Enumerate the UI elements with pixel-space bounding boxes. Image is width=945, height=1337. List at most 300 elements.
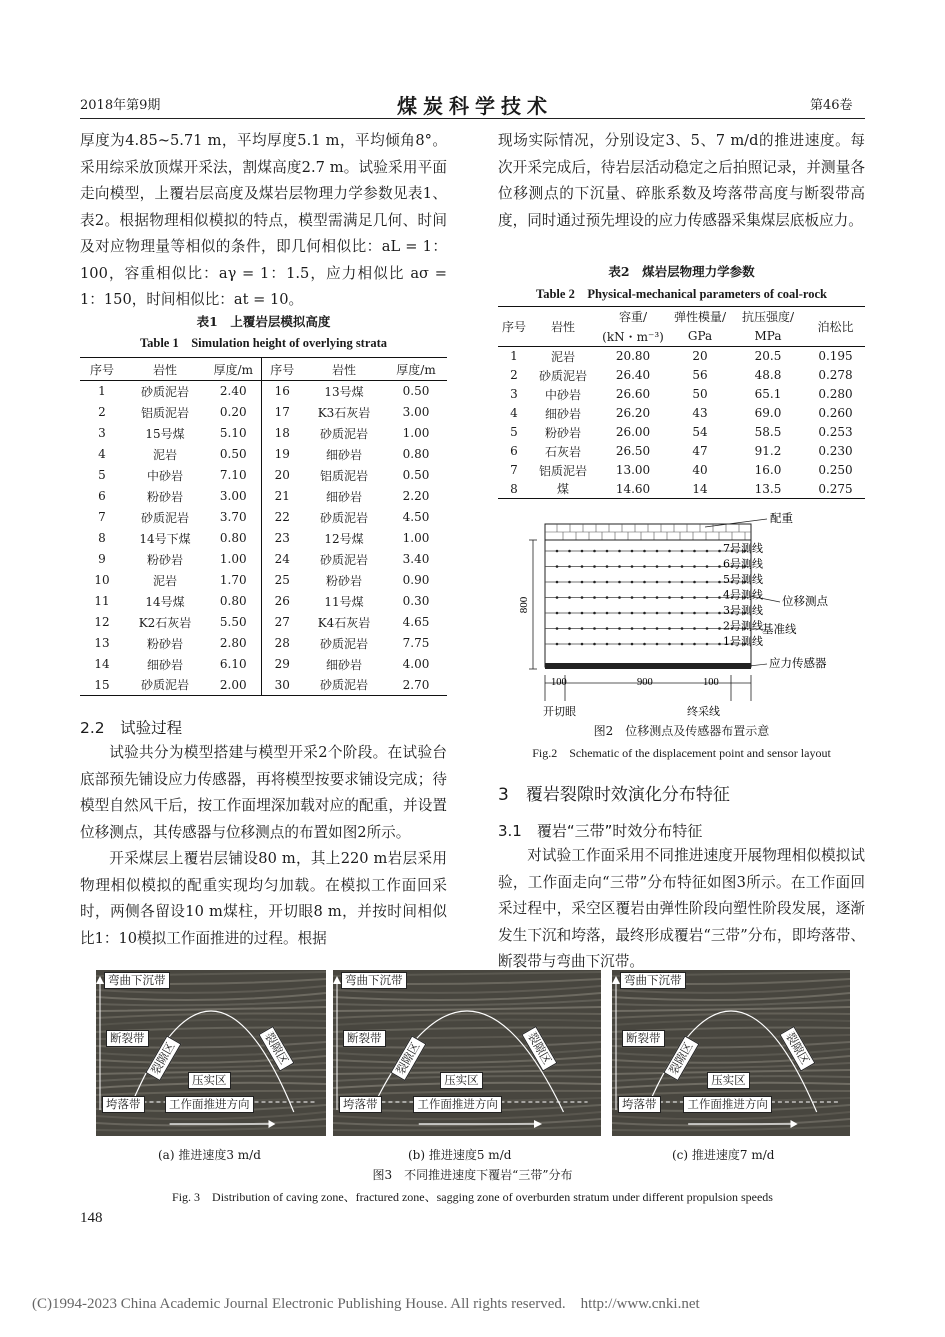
measure-point — [656, 612, 659, 615]
table-cell: 13 — [94, 636, 110, 650]
table-cell: 40 — [692, 463, 708, 477]
table-cell: 煤 — [556, 482, 569, 497]
measure-point — [606, 643, 609, 646]
table-row — [80, 633, 447, 654]
measure-point — [706, 550, 709, 553]
figure3-photo-panel — [96, 970, 326, 1136]
advance-direction-label: 工作面推进方向 — [683, 1096, 772, 1113]
table-cell: 细砂岩 — [146, 657, 183, 672]
table-row — [80, 654, 447, 675]
measure-point — [693, 627, 696, 630]
section-2-2-title: 2.2 试验过程 — [80, 719, 183, 737]
table-cell: 5 — [510, 425, 518, 439]
table-cell: 14.60 — [615, 481, 651, 496]
table1 — [80, 357, 447, 696]
measure-point — [668, 627, 671, 630]
figure3-caption-en: Fig. 3 Distribution of caving zone、fractured zone、sagging zone of overburden stratum under different propulsion speeds — [172, 1190, 773, 1204]
table-cell: 69.0 — [754, 406, 782, 420]
table-cell: 砂质泥岩 — [538, 368, 587, 383]
crack-zone-right-label: 裂隙区 — [258, 1026, 294, 1071]
table-row — [498, 442, 865, 461]
table2 — [498, 306, 865, 499]
bend-zone-label: 弯曲下沉带 — [341, 972, 407, 989]
table-cell: 细砂岩 — [325, 489, 362, 504]
table-cell: 3 — [98, 426, 106, 440]
table-cell: 17 — [274, 405, 290, 419]
paragraph: 现场实际情况，分别设定3、5、7 m/d的推进速度。每次开采完成后，待岩层活动稳定之后拍照记录，并测量各位移测点的下沉量、碎胀系数及垮落带高度与断裂带高度，同时通过预先埋设的应力传感器采集煤层底板应力。 — [498, 132, 865, 229]
table-cell: 6 — [510, 444, 518, 458]
sensor-label: 应力传感器 — [769, 656, 827, 670]
table-cell: 50 — [692, 387, 708, 401]
measure-point — [656, 643, 659, 646]
table-cell: 7 — [510, 463, 518, 477]
measure-point — [668, 643, 671, 646]
weight-label: 配重 — [770, 511, 793, 525]
table1-header: 厚度/m — [396, 362, 436, 377]
measure-point — [568, 643, 571, 646]
measure-point — [631, 643, 634, 646]
measure-point — [581, 612, 584, 615]
table-cell: 91.2 — [754, 444, 782, 458]
table-cell: K3石灰岩 — [317, 405, 371, 420]
table-cell: 中砂岩 — [544, 387, 581, 402]
table-cell: 3.00 — [402, 405, 430, 419]
table-cell: 1.00 — [402, 426, 430, 440]
measure-point — [568, 596, 571, 599]
table-cell: 5.10 — [206, 423, 261, 444]
table-cell: 2.00 — [206, 675, 261, 696]
table-cell: 9 — [98, 552, 106, 566]
table-row — [80, 381, 447, 402]
measure-point — [706, 581, 709, 584]
table-row — [80, 528, 447, 549]
table1-header: 厚度/m — [206, 358, 261, 381]
table-cell: 粉砂岩 — [146, 636, 183, 651]
measure-point — [643, 581, 646, 584]
table1-header: 序号 — [89, 362, 114, 377]
table-cell: 26 — [274, 594, 290, 608]
table-cell: 20.5 — [754, 349, 782, 364]
figure2-schematic — [505, 505, 865, 720]
measure-point — [693, 565, 696, 568]
measure-point — [618, 627, 621, 630]
table-cell: 6.10 — [206, 654, 261, 675]
table-cell: 23 — [274, 531, 290, 545]
sensor-band — [545, 663, 751, 669]
measure-point — [593, 550, 596, 553]
table-cell: 26.60 — [615, 387, 651, 401]
weight-block — [545, 524, 751, 540]
figure3-sublabel-a: (a) 推进速度3 m/d — [158, 1148, 261, 1162]
table-row — [498, 461, 865, 480]
figure2-caption-en: Fig.2 Schematic of the displacement point and sensor layout — [532, 746, 831, 760]
measure-point — [706, 643, 709, 646]
fracture-zone-label: 断裂带 — [343, 1030, 386, 1047]
table2-subheader: GPa — [687, 329, 713, 344]
crack-zone-right-label: 裂隙区 — [779, 1026, 815, 1071]
table-cell: 12 — [94, 615, 110, 629]
open-cut-label: 开切眼 — [543, 705, 576, 718]
table-cell: 石灰岩 — [544, 444, 581, 459]
width-right-label: 100 — [703, 677, 719, 688]
measure-point — [656, 550, 659, 553]
table-cell: 7.75 — [402, 636, 430, 650]
measure-point — [668, 550, 671, 553]
measure-point — [556, 550, 559, 553]
table-row — [80, 402, 447, 423]
table1-header: 序号 — [270, 362, 295, 377]
measure-point — [606, 612, 609, 615]
table-cell: 砂质泥岩 — [319, 678, 368, 693]
measure-point — [681, 581, 684, 584]
measure-point — [568, 565, 571, 568]
table-cell: 29 — [274, 657, 290, 671]
table-cell: 细砂岩 — [325, 447, 362, 462]
measure-point — [606, 550, 609, 553]
measure-point — [718, 581, 721, 584]
table-cell: 0.250 — [818, 463, 853, 477]
measure-point — [656, 596, 659, 599]
table-cell: 14号煤 — [145, 594, 185, 609]
measure-point — [718, 596, 721, 599]
table-cell: 6 — [98, 489, 106, 503]
cave-zone-label: 垮落带 — [618, 1096, 661, 1113]
measure-point — [668, 581, 671, 584]
table-cell: 1 — [98, 384, 106, 399]
table-cell: 19 — [274, 447, 290, 461]
bend-zone-label: 弯曲下沉带 — [104, 972, 170, 989]
table-cell: 43 — [692, 406, 708, 420]
table-cell: 18 — [274, 426, 290, 440]
measure-point — [631, 627, 634, 630]
table-cell: 0.30 — [402, 594, 430, 608]
measure-line-label: 4号测线 — [723, 588, 763, 602]
table-cell: 泥岩 — [152, 447, 177, 462]
table-row — [80, 591, 447, 612]
paragraph: 对试验工作面采用不同推进速度开展物理相似模拟试验，工作面走向“三带”分布特征如图3所示。在工作面回采过程中，采空区覆岩由弹性阶段向塑性阶段发展，逐渐发生下沉和垮落，最终形成覆岩“三带”分布，即垮落带、断裂带与弯曲下沉带。 — [498, 847, 865, 970]
table-row — [498, 366, 865, 385]
measure-point — [693, 643, 696, 646]
compact-zone-label: 压实区 — [707, 1072, 750, 1089]
table-cell: 铝质泥岩 — [140, 405, 189, 420]
table-row — [498, 347, 865, 366]
table-cell: 22 — [274, 510, 290, 524]
table-cell: 8 — [510, 481, 518, 496]
measure-point — [668, 612, 671, 615]
table1-caption-cn: 表1 上覆岩层模拟高度 — [196, 314, 331, 329]
table2-header: 岩性 — [550, 320, 575, 334]
table-cell: 5.50 — [206, 612, 261, 633]
crack-zone-left-label: 裂隙区 — [145, 1036, 181, 1081]
compact-zone-label: 压实区 — [440, 1072, 483, 1089]
table-cell: 56 — [692, 368, 708, 382]
figure3-photo-panel — [612, 970, 850, 1136]
table-cell: 粉砂岩 — [146, 552, 183, 567]
measure-point — [643, 596, 646, 599]
table1-header: 岩性 — [331, 362, 356, 377]
table-cell: 7 — [98, 510, 106, 524]
table-cell: 中砂岩 — [146, 468, 183, 483]
measure-point — [556, 565, 559, 568]
table-cell: 5 — [98, 468, 106, 482]
measure-point — [706, 612, 709, 615]
measure-point — [606, 596, 609, 599]
section-3-1-title: 3.1 覆岩“三带”时效分布特征 — [498, 822, 703, 840]
table-cell: 26.00 — [615, 425, 651, 439]
table-cell: 30 — [274, 677, 290, 692]
left-intro — [80, 128, 447, 314]
table-cell: 粉砂岩 — [325, 573, 362, 588]
model-body — [545, 540, 751, 667]
crack-zone-left-label: 裂隙区 — [663, 1036, 699, 1081]
table2-header: 弹性模量/ — [673, 310, 727, 325]
fracture-zone-label: 断裂带 — [622, 1030, 665, 1047]
table-cell: 20.80 — [615, 349, 651, 364]
measure-point — [718, 627, 721, 630]
table-cell: 3.70 — [206, 507, 261, 528]
section-3-title: 3 覆岩裂隙时效演化分布特征 — [498, 785, 730, 805]
table-cell: 2 — [98, 405, 106, 419]
table-cell: 26.40 — [615, 368, 651, 382]
table-cell: 13号煤 — [324, 384, 364, 399]
measure-point — [593, 643, 596, 646]
table-cell: 2.40 — [206, 381, 261, 402]
measure-point — [618, 550, 621, 553]
table-cell: 1.00 — [402, 531, 430, 545]
measure-point — [581, 627, 584, 630]
right-intro — [498, 128, 865, 234]
measure-point — [681, 596, 684, 599]
table-cell: 65.1 — [754, 387, 782, 401]
table-cell: 0.230 — [818, 444, 853, 458]
measure-point — [681, 627, 684, 630]
measure-line-label: 2号测线 — [723, 619, 763, 633]
table-cell: 15 — [94, 677, 110, 692]
table-row — [80, 423, 447, 444]
measure-point — [668, 596, 671, 599]
table-cell: 15号煤 — [145, 426, 185, 441]
measure-point — [593, 627, 596, 630]
measure-point — [606, 581, 609, 584]
table-cell: 54 — [692, 425, 708, 439]
table-cell: 泥岩 — [550, 349, 575, 364]
table-cell: 7.10 — [206, 465, 261, 486]
table-cell: 细砂岩 — [544, 406, 581, 421]
measure-point — [568, 627, 571, 630]
table-cell: 47 — [692, 444, 708, 458]
table-cell: 2 — [510, 368, 518, 382]
width-mid-label: 900 — [637, 677, 653, 688]
table-cell: 11 — [94, 594, 110, 608]
table-cell: 21 — [274, 489, 290, 503]
measure-point — [568, 612, 571, 615]
measure-point — [618, 643, 621, 646]
crack-zone-right-label: 裂隙区 — [521, 1026, 557, 1071]
table-row — [498, 385, 865, 404]
measure-point — [656, 581, 659, 584]
fracture-zone-label: 断裂带 — [106, 1030, 149, 1047]
table-cell: 4 — [510, 406, 518, 420]
measure-point — [581, 596, 584, 599]
table-cell: 3 — [510, 387, 518, 401]
height-label: 800 — [518, 596, 530, 614]
table2-header: 泊松比 — [817, 320, 854, 334]
table-cell: 4.50 — [402, 510, 430, 524]
measure-point — [581, 550, 584, 553]
table1-header: 岩性 — [152, 362, 177, 377]
table1-caption-en: Table 1 Simulation height of overlying strata — [139, 336, 388, 350]
journal-title: 煤炭科学技术 — [397, 94, 553, 118]
measure-point — [718, 550, 721, 553]
measure-point — [718, 643, 721, 646]
measure-point — [618, 612, 621, 615]
crack-zone-left-label: 裂隙区 — [390, 1036, 426, 1081]
measure-point — [693, 550, 696, 553]
table-cell: 16 — [274, 384, 290, 399]
measure-point — [593, 581, 596, 584]
table-cell: 砂质泥岩 — [140, 678, 189, 693]
table-cell: 0.278 — [818, 368, 853, 382]
table-row — [80, 549, 447, 570]
measure-point — [556, 643, 559, 646]
measure-point — [556, 612, 559, 615]
table-cell: 26.20 — [615, 406, 651, 420]
bend-zone-label: 弯曲下沉带 — [620, 972, 686, 989]
cave-zone-label: 垮落带 — [102, 1096, 145, 1113]
table-row — [80, 507, 447, 528]
table-cell: 2.20 — [402, 489, 430, 503]
table-cell: 11号煤 — [324, 594, 364, 609]
section-3-1-body — [498, 843, 865, 976]
table-cell: 粉砂岩 — [146, 489, 183, 504]
table-cell: 13.5 — [754, 481, 782, 496]
measure-point — [631, 612, 634, 615]
table-row — [80, 444, 447, 465]
table-cell: 0.50 — [206, 444, 261, 465]
figure3-photo-panel — [333, 970, 601, 1136]
intro-paragraph: 厚度为4.85~5.71 m，平均厚度5.1 m，平均倾角8°。采用综采放顶煤开采法，割煤高度2.7 m。试验采用平面走向模型，上覆岩层高度及煤岩层物理力学参数见表1、表2。根据物理相似模拟的特点，模型需满足几何、时间及对应物理量等相似的条件，即几何相似比：aL = 1：100，容重相似比：aγ = 1：1.5，应力相似比 aσ = 1：150，时间相似比：at = 10。 — [80, 132, 447, 308]
header-rule — [80, 118, 865, 119]
measure-line-label: 1号测线 — [723, 635, 763, 648]
table2-subheader: MPa — [754, 329, 782, 344]
table-row — [80, 570, 447, 591]
measure-point — [706, 627, 709, 630]
measure-point — [581, 581, 584, 584]
paragraph: 试验共分为模型搭建与模型开采2个阶段。在试验台底部预先铺设应力传感器，再将模型按要求铺设完成；待模型自然风干后，按工作面埋深加载对应的配重，并设置位移测点，其传感器与位移测点的布置如图2所示。 — [80, 744, 447, 841]
measure-point — [618, 581, 621, 584]
table-row — [498, 423, 865, 442]
measure-point — [656, 565, 659, 568]
disp-point-label: 位移测点 — [782, 594, 828, 608]
measure-point — [618, 565, 621, 568]
page-number: 148 — [80, 1210, 103, 1226]
table-row — [80, 612, 447, 633]
table-cell: 27 — [274, 615, 290, 629]
table-cell: 10 — [94, 573, 110, 587]
measure-line-label: 3号测线 — [723, 604, 763, 617]
measure-point — [643, 627, 646, 630]
table-cell: 2.70 — [402, 677, 430, 692]
cave-zone-label: 垮落带 — [339, 1096, 382, 1113]
table-cell: 20 — [692, 349, 708, 364]
measure-point — [631, 565, 634, 568]
measure-point — [643, 643, 646, 646]
table2-header: 容重/ — [618, 310, 648, 325]
baseline-label: 基准线 — [762, 622, 797, 636]
measure-point — [631, 596, 634, 599]
measure-point — [631, 550, 634, 553]
table-cell: 28 — [274, 636, 290, 650]
advance-direction-label: 工作面推进方向 — [165, 1096, 254, 1113]
table-cell: 58.5 — [754, 425, 782, 439]
measure-point — [706, 596, 709, 599]
table-cell: 8 — [98, 531, 106, 545]
measure-line-label: 5号测线 — [723, 573, 763, 586]
figure3-sublabel-c: (c) 推进速度7 m/d — [672, 1148, 775, 1162]
table-cell: 砂质泥岩 — [319, 552, 368, 567]
table-cell: 砂质泥岩 — [140, 384, 189, 399]
table-cell: 0.253 — [818, 425, 853, 439]
table2-subheader: (kN・m⁻³) — [602, 329, 664, 344]
paragraph: 开采煤层上覆岩层铺设80 m，其上220 m岩层采用物理相似模拟的配重实现均匀加载。在模拟工作面回采时，两侧各留设10 m煤柱，开切眼8 m，并按时间相似比1：10模拟工作面推进的过程。根据 — [80, 850, 447, 947]
table-cell: 13.00 — [615, 463, 651, 477]
measure-line-label: 7号测线 — [723, 542, 763, 555]
table-row — [498, 404, 865, 423]
figure2-caption-cn: 图2 位移测点及传感器布置示意 — [593, 724, 770, 738]
measure-point — [706, 565, 709, 568]
table-cell: 细砂岩 — [325, 657, 362, 672]
table-cell: 3.00 — [206, 486, 261, 507]
measure-point — [681, 565, 684, 568]
measure-point — [718, 612, 721, 615]
table2-caption-en: Table 2 Physical-mechanical parameters of coal-rock — [536, 287, 827, 301]
table-cell: 25 — [274, 573, 290, 587]
measure-point — [681, 550, 684, 553]
measure-point — [556, 581, 559, 584]
advance-direction-label: 工作面推进方向 — [413, 1096, 502, 1113]
measure-point — [618, 596, 621, 599]
measure-point — [668, 565, 671, 568]
table-cell: 0.260 — [818, 406, 853, 420]
measure-point — [593, 565, 596, 568]
measure-point — [606, 627, 609, 630]
measure-point — [656, 627, 659, 630]
table-cell: 0.50 — [402, 384, 430, 399]
table-cell: 16.0 — [754, 463, 782, 477]
measure-point — [581, 643, 584, 646]
measure-point — [568, 581, 571, 584]
table-cell: 粉砂岩 — [544, 425, 581, 440]
measure-point — [693, 581, 696, 584]
table2-caption-cn: 表2 煤岩层物理力学参数 — [608, 264, 755, 279]
table-cell: 24 — [274, 552, 290, 566]
table-cell: 1.00 — [206, 549, 261, 570]
width-left-label: 100 — [551, 677, 567, 688]
table-cell: 14 — [692, 481, 708, 496]
table-cell: 0.80 — [206, 591, 261, 612]
table-row — [498, 480, 865, 499]
measure-point — [593, 612, 596, 615]
measure-point — [581, 565, 584, 568]
table-cell: 0.280 — [818, 387, 853, 401]
table-cell: 4 — [98, 447, 106, 461]
table-cell: 0.90 — [402, 573, 430, 587]
measure-point — [643, 565, 646, 568]
measure-point — [643, 612, 646, 615]
table-cell: 26.50 — [615, 444, 651, 458]
table-cell: 铝质泥岩 — [319, 468, 368, 483]
table-cell: 20 — [274, 468, 290, 482]
